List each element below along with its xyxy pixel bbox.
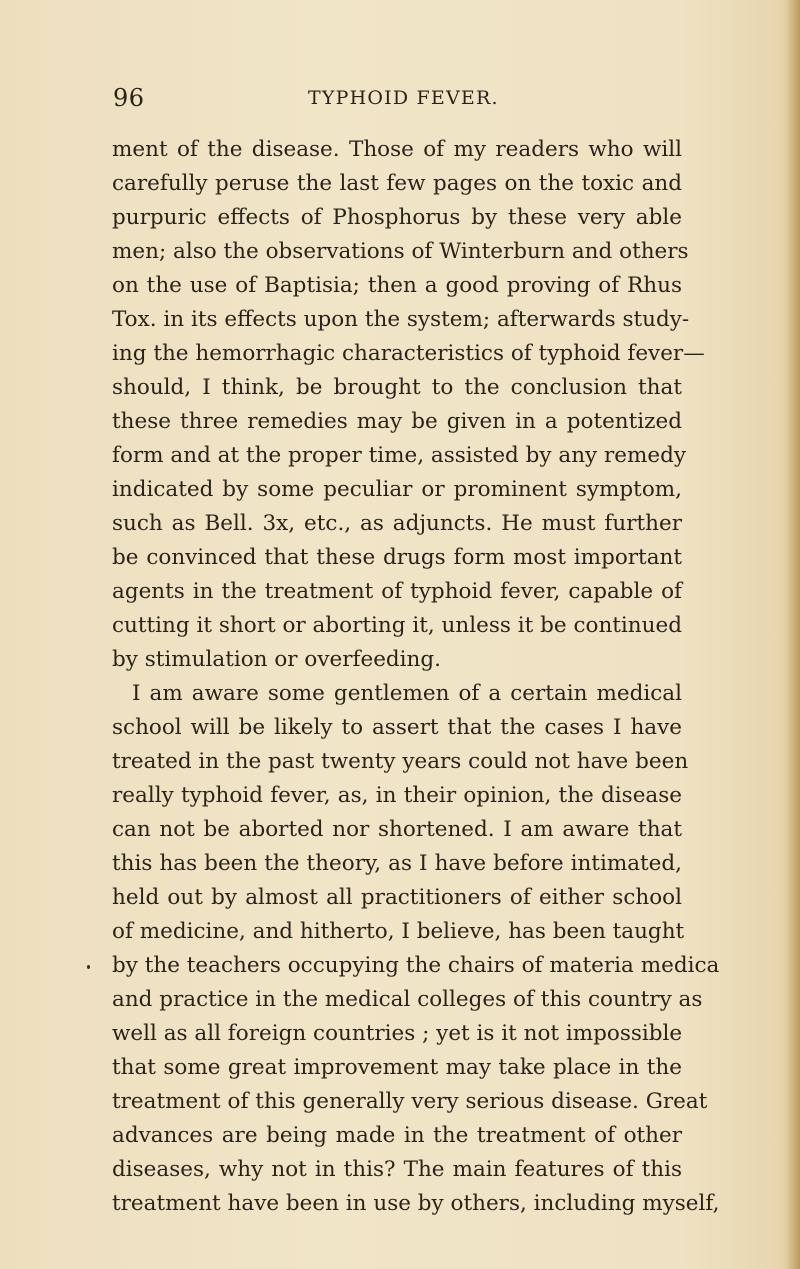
text-line: indicated by some peculiar or prominent symptom, — [112, 477, 682, 502]
text-line: and practice in the medical colleges of this country as — [112, 987, 703, 1012]
text-line: treatment of this generally very serious disease. Great — [112, 1089, 708, 1114]
text-line: school will be likely to assert that the cases I have — [112, 715, 682, 740]
text-line: diseases, why not in this? The main features of this — [112, 1157, 682, 1182]
text-line: by stimulation or overfeeding. — [112, 647, 441, 672]
text-line: that some great improvement may take place in the — [112, 1055, 682, 1080]
text-line: on the use of Baptisia; then a good proving of Rhus — [112, 273, 682, 298]
text-line: I am aware some gentlemen of a certain medical — [132, 681, 682, 706]
page-edge-shadow — [786, 0, 800, 1269]
page-number: 96 — [113, 84, 145, 112]
text-line: well as all foreign countries ; yet is it not impossible — [112, 1021, 683, 1046]
text-line: this has been the theory, as I have before intimated, — [112, 851, 682, 876]
text-line: ment of the disease. Those of my readers who will — [112, 137, 682, 162]
text-line: such as Bell. 3x, etc., as adjuncts. He must further — [112, 511, 682, 536]
text-line: carefully peruse the last few pages on the toxic and — [112, 171, 682, 196]
text-line: be convinced that these drugs form most important — [112, 545, 682, 570]
text-line: by the teachers occupying the chairs of materia medica — [112, 953, 720, 978]
text-line: should, I think, be brought to the conclusion that — [112, 375, 682, 400]
text-line: treatment have been in use by others, including myself, — [112, 1191, 720, 1216]
text-line: agents in the treatment of typhoid fever, capable of — [112, 579, 682, 604]
text-line: purpuric effects of Phosphorus by these very able — [112, 205, 682, 230]
text-line: form and at the proper time, assisted by any remedy — [112, 443, 687, 468]
text-line: men; also the observations of Winterburn and others — [112, 239, 689, 264]
text-line: treated in the past twenty years could not have been — [112, 749, 689, 774]
text-line: held out by almost all practitioners of either school — [112, 885, 682, 910]
running-title: TYPHOID FEVER. — [308, 87, 499, 109]
text-line: really typhoid fever, as, in their opinion, the disease — [112, 783, 682, 808]
text-line: ing the hemorrhagic characteristics of typhoid fever— — [112, 341, 705, 366]
text-line: cutting it short or aborting it, unless it be continued — [112, 613, 682, 638]
page-header — [113, 84, 673, 114]
text-line: of medicine, and hitherto, I believe, has been taught — [112, 919, 685, 944]
ink-speck — [87, 965, 90, 969]
text-line: these three remedies may be given in a potentized — [112, 409, 682, 434]
text-line: can not be aborted nor shortened. I am aware that — [112, 817, 682, 842]
text-line: advances are being made in the treatment of other — [112, 1123, 682, 1148]
text-line: Tox. in its effects upon the system; afterwards study- — [112, 307, 690, 332]
